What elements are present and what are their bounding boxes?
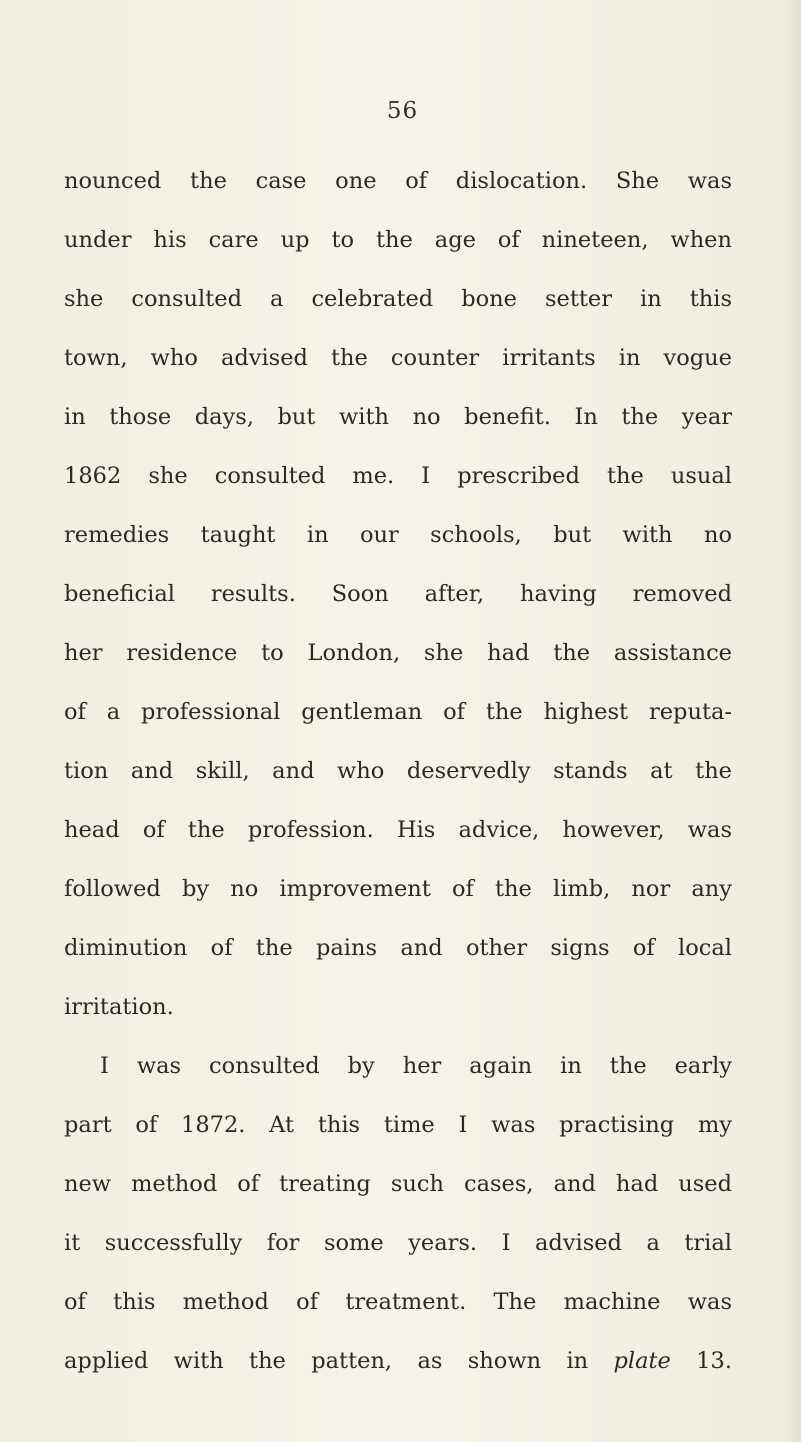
text-line-15: irritation. — [64, 994, 174, 1020]
text-line-19: it successfully for some years. I advised a trial — [64, 1230, 732, 1256]
text-line-17: part of 1872. At this time I was practising my — [64, 1112, 732, 1138]
text-line-21-start: applied with the patten, as shown in — [64, 1348, 614, 1374]
text-line-10: of a professional gentleman of the highest reputa- — [64, 699, 732, 725]
text-line-7: remedies taught in our schools, but with no — [64, 522, 732, 548]
text-line-18: new method of treating such cases, and had used — [64, 1171, 732, 1197]
text-line-6: 1862 she consulted me. I prescribed the usual — [64, 463, 732, 489]
text-line-9: her residence to London, she had the assistance — [64, 640, 732, 666]
text-line-3: she consulted a celebrated bone setter in this — [64, 286, 732, 312]
text-line-21-end: 13. — [670, 1348, 732, 1374]
text-line-14: diminution of the pains and other signs of local — [64, 935, 732, 961]
text-line-20: of this method of treatment. The machine was — [64, 1289, 732, 1315]
text-line-16: I was consulted by her again in the early — [100, 1053, 732, 1079]
text-line-5: in those days, but with no benefit. In the year — [64, 404, 732, 430]
text-line-2: under his care up to the age of nineteen, when — [64, 227, 732, 253]
plate-reference: plate — [613, 1348, 671, 1374]
text-line-8: beneficial results. Soon after, having removed — [64, 581, 732, 607]
text-line-4: town, who advised the counter irritants in vogue — [64, 345, 732, 371]
text-line-1: nounced the case one of dislocation. She was — [64, 168, 732, 194]
text-line-12: head of the profession. His advice, however, was — [64, 817, 732, 843]
text-line-11: tion and skill, and who deservedly stands at the — [64, 758, 732, 784]
page-number: 56 — [386, 98, 419, 124]
text-line-21 — [64, 1338, 732, 1384]
text-line-13: followed by no improvement of the limb, nor any — [64, 876, 732, 902]
page-edge-shadow — [783, 0, 801, 1442]
